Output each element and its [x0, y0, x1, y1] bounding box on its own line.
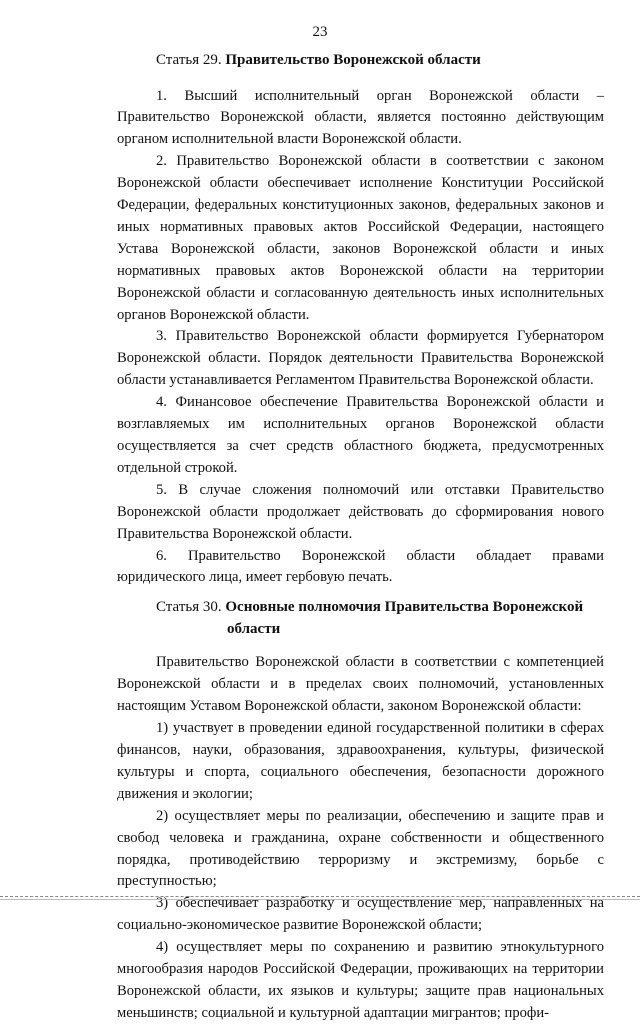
article-30-title-line1: Основные полномочия Правительства Воронежской	[225, 599, 584, 616]
article-29-paragraph: 1. Высший исполнительный орган Воронежской области – Правительство Воронежской области, является постоянно действующим органом исполнительной власти Воронежской области.	[117, 87, 604, 148]
article-29-title: Правительство Воронежской области	[225, 52, 481, 68]
article-29-paragraph: 3. Правительство Воронежской области формируется Губернатором Воронежской области. Порядок деятельности Правительства Воронежской области устанавливается Регламентом Правительства Воронежской области.	[117, 328, 604, 389]
page-number: 23	[312, 24, 328, 40]
article-30-paragraph: 4) осуществляет меры по сохранению и развитию этнокультурного многообразия народов Российской Федерации, проживающих на территории Воронежской области, их языков и культуры; защите прав национальных меньшинств; социальной и культурной адаптации мигрантов; профи-	[117, 939, 604, 1021]
article-29-label: Статья 29.	[156, 52, 222, 68]
footer-divider	[0, 899, 640, 900]
article-29-paragraph: 4. Финансовое обеспечение Правительства Воронежской области и возглавляемых им исполнительных органов Воронежской области осуществляется за счет средств областного бюджета, предусмотренных отдельной строкой.	[117, 394, 604, 476]
article-30-heading	[117, 597, 604, 640]
article-29-paragraph: 2. Правительство Воронежской области в соответствии с законом Воронежской области обеспечивает исполнение Конституции Российской Федерации, федеральных конституционных законов, федеральных законов и иных нормативных правовых актов Российской Федерации, настоящего Устава Воронежской области, законов Воронежской области и иных нормативных правовых актов Воронежской области на территории Воронежской области и согласованную деятельность иных исполнительных органов Воронежской области.	[117, 153, 604, 323]
article-30-paragraph: 2) осуществляет меры по реализации, обеспечению и защите прав и свобод человека и гражданина, охране собственности и общественного порядка, противодействию терроризму и экстремизму, борьбе с преступностью;	[117, 807, 604, 890]
article-30-paragraph: 1) участвует в проведении единой государственной политики в сферах финансов, науки, образования, здравоохранения, культуры, физической культуры и спорта, социального обеспечения, безопасности дорожного движения и экологии;	[117, 720, 604, 802]
footer-divider	[0, 896, 640, 897]
article-29-heading	[117, 50, 604, 72]
article-30-label: Статья 30.	[156, 599, 222, 616]
article-30-paragraph: Правительство Воронежской области в соответствии с компетенцией Воронежской области и в пределах своих полномочий, установленных настоящим Уставом Воронежской области, законом Воронежской области:	[117, 654, 604, 715]
article-30-paragraph: 3) обеспечивает разработку и осуществление мер, направленных на социально-экономическое развитие Воронежской области;	[117, 895, 604, 934]
document-body	[117, 50, 604, 1025]
article-30-title-line2: области	[227, 620, 281, 637]
article-29-paragraph: 5. В случае сложения полномочий или отставки Правительство Воронежской области продолжает действовать до сформирования нового Правительства Воронежской области.	[117, 481, 604, 542]
article-29-paragraph: 6. Правительство Воронежской области обладает правами юридического лица, имеет гербовую печать.	[117, 547, 604, 586]
